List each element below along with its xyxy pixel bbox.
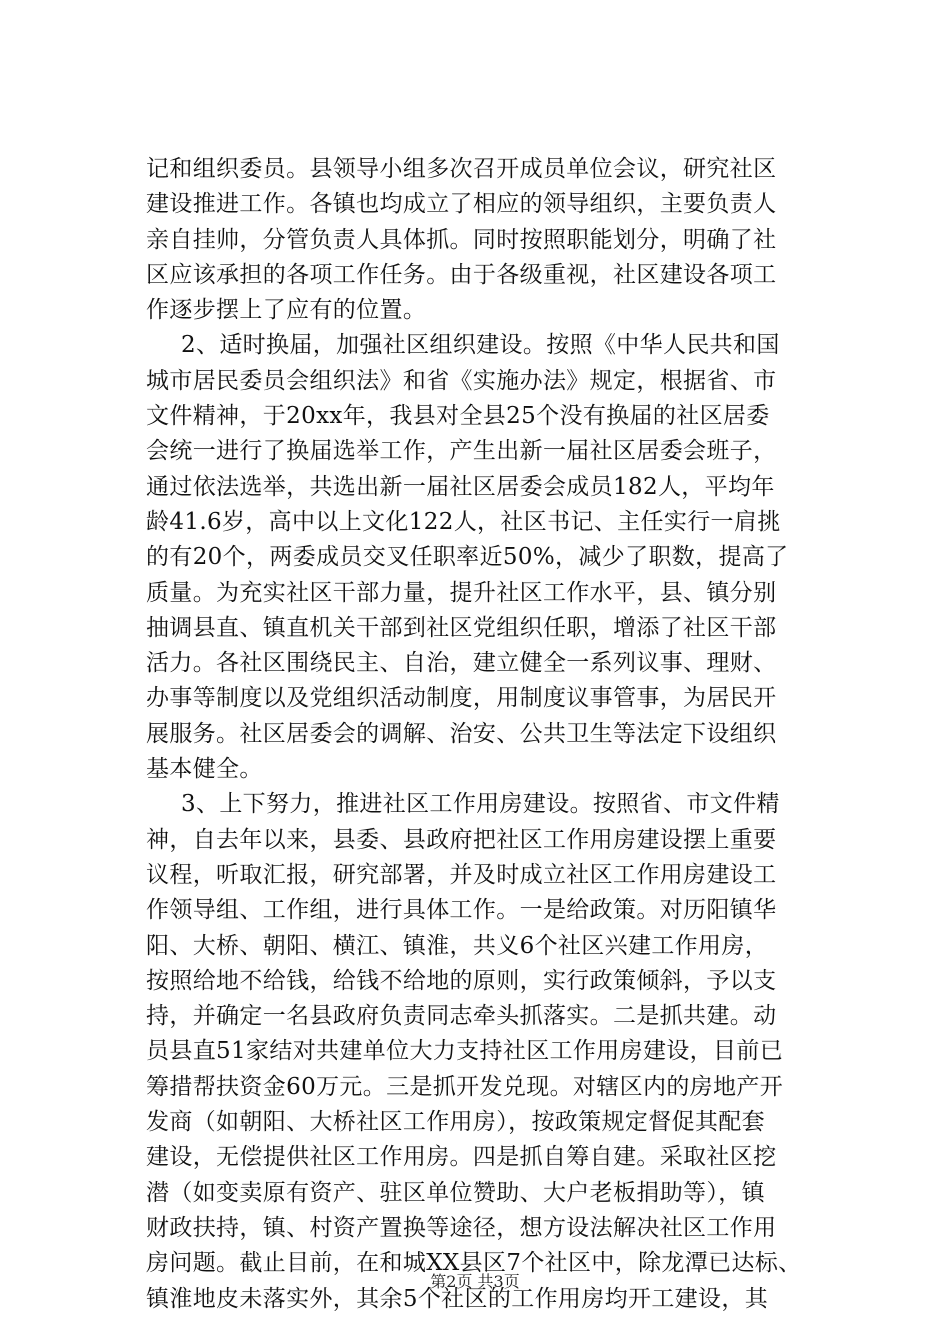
text-line: 房问题。截止目前，在和城XX县区7个社区中，除龙潭已达标、 <box>146 1250 802 1277</box>
text-line: 会统一进行了换届选举工作，产生出新一届社区居委会班子， <box>146 438 777 465</box>
text-line: 文件精神，于20xx年，我县对全县25个没有换届的社区居委 <box>146 403 770 430</box>
text-line: 神，自去年以来，县委、县政府把社区工作用房建设摆上重要 <box>146 826 777 853</box>
text-line: 建设推进工作。各镇也均成立了相应的领导组织，主要负责人 <box>146 191 777 218</box>
text-line: 通过依法选举，共选出新一届社区居委会成员182人，平均年 <box>146 473 775 500</box>
paragraph-start-line: 2、适时换届，加强社区组织建设。按照《中华人民共和国 <box>181 332 780 359</box>
text-line: 记和组织委员。县领导小组多次召开成员单位会议，研究社区 <box>146 156 777 182</box>
page-number-label: 第2页 共3页 <box>430 1272 520 1291</box>
text-line: 作逐步摆上了应有的位置。 <box>146 297 427 324</box>
text-line: 阳、大桥、朝阳、横江、镇淮，共义6个社区兴建工作用房， <box>146 932 769 959</box>
text-line: 建设，无偿提供社区工作用房。四是抓自筹自建。采取社区挖 <box>146 1144 777 1171</box>
text-line: 区应该承担的各项工作任务。由于各级重视，社区建设各项工 <box>146 261 777 288</box>
text-line: 活力。各社区围绕民主、自治，建立健全一系列议事、理财、 <box>146 650 777 677</box>
text-line: 亲自挂帅，分管负责人具体抓。同时按照职能划分，明确了社 <box>146 226 777 253</box>
text-line: 抽调县直、镇直机关干部到社区党组织任职，增添了社区干部 <box>146 614 777 641</box>
text-line: 持，并确定一名县政府负责同志牵头抓落实。二是抓共建。动 <box>146 1003 777 1030</box>
text-line: 基本健全。 <box>146 756 263 783</box>
page-footer <box>0 1272 950 1292</box>
text-line: 发商（如朝阳、大桥社区工作用房），按政策规定督促其配套 <box>146 1109 765 1136</box>
text-line: 龄41.6岁，高中以上文化122人，社区书记、主任实行一肩挑 <box>146 508 781 535</box>
body-text <box>146 152 814 1317</box>
text-line: 质量。为充实社区干部力量，提升社区工作水平，县、镇分别 <box>146 579 777 606</box>
paragraph-start-line: 3、上下努力，推进社区工作用房建设。按照省、市文件精 <box>181 791 780 818</box>
text-line: 的有20个，两委成员交叉任职率近50%，减少了职数，提高了 <box>146 544 789 571</box>
text-line: 办事等制度以及党组织活动制度，用制度议事管事，为居民开 <box>146 685 777 712</box>
text-line: 员县直51家结对共建单位大力支持社区工作用房建设，目前已 <box>146 1038 784 1065</box>
text-line: 按照给地不给钱，给钱不给地的原则，实行政策倾斜，予以支 <box>146 967 777 994</box>
text-line: 筹措帮扶资金60万元。三是抓开发兑现。对辖区内的房地产开 <box>146 1073 784 1100</box>
text-line: 议程，听取汇报，研究部署，并及时成立社区工作用房建设工 <box>146 861 777 888</box>
text-line: 展服务。社区居委会的调解、治安、公共卫生等法定下设组织 <box>146 720 777 747</box>
text-line: 城市居民委员会组织法》和省《实施办法》规定，根据省、市 <box>146 367 777 394</box>
text-line: 财政扶持，镇、村资产置换等途径，想方设法解决社区工作用 <box>146 1214 777 1241</box>
text-line: 作领导组、工作组，进行具体工作。一是给政策。对历阳镇华 <box>146 897 777 924</box>
text-line: 潜（如变卖原有资产、驻区单位赞助、大户老板捐助等），镇 <box>146 1179 765 1206</box>
text-line: 镇淮地皮未落实外，其余5个社区的工作用房均开工建设，其 <box>146 1285 769 1312</box>
